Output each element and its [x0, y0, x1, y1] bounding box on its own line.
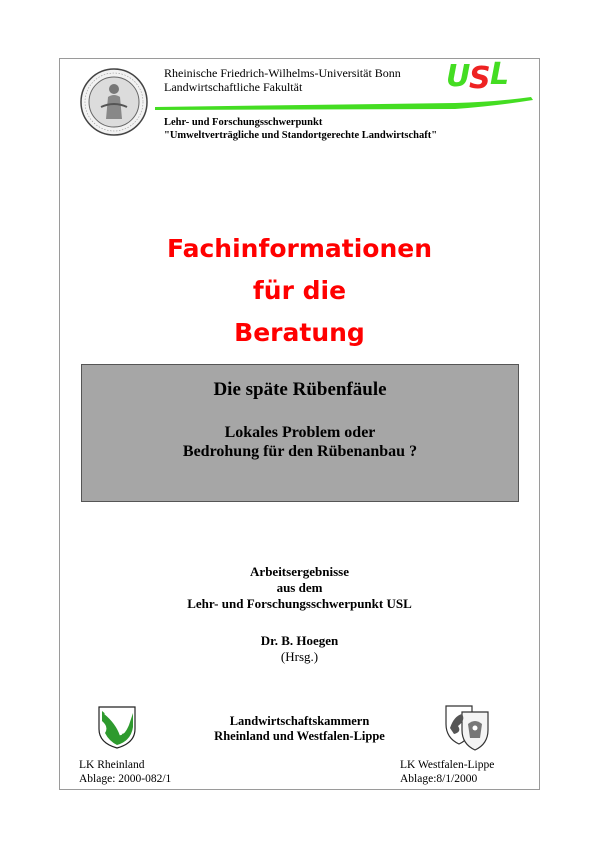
title-line1: Fachinformationen	[166, 234, 432, 263]
topic-heading: Die späte Rübenfäule	[213, 379, 387, 400]
university-name: Rheinische Friedrich-Wilhelms-Universität Bonn	[164, 66, 401, 80]
results-block	[60, 564, 539, 612]
topic-subtitle	[82, 423, 518, 461]
university-header	[164, 66, 401, 94]
topic-box	[81, 364, 519, 502]
results-line1: Arbeitsergebnisse	[250, 564, 349, 579]
university-seal-icon	[79, 67, 149, 137]
footer-right-ref: Ablage:8/1/2000	[400, 773, 478, 785]
title-line2: für die	[252, 276, 347, 305]
westfalen-lippe-crest-icon	[444, 702, 490, 752]
main-title	[60, 228, 539, 354]
research-focus	[164, 116, 437, 142]
svg-text:L: L	[490, 57, 510, 92]
green-swoosh	[155, 97, 533, 113]
results-line2: aus dem	[276, 580, 323, 595]
focus-line1: Lehr- und Forschungsschwerpunkt	[164, 117, 323, 128]
footer-left-ref: Ablage: 2000-082/1	[79, 773, 172, 785]
editor-name: Dr. B. Hoegen	[260, 633, 339, 648]
editor-role: (Hrsg.)	[280, 649, 319, 664]
svg-text:S: S	[469, 61, 491, 96]
topic-sub2: Bedrohung für den Rübenanbau ?	[182, 443, 418, 460]
focus-line2: "Umweltverträgliche und Standortgerechte Landwirtschaft"	[164, 130, 438, 141]
editor-block	[60, 633, 539, 665]
title-line3: Beratung	[234, 318, 365, 347]
footer-left	[79, 758, 171, 786]
faculty-name: Landwirtschaftliche Fakultät	[164, 80, 303, 94]
footer-left-name: LK Rheinland	[79, 759, 145, 771]
chambers-line2: Rheinland und Westfalen-Lippe	[214, 729, 385, 743]
svg-text:U: U	[446, 59, 471, 94]
footer-right	[400, 758, 494, 786]
results-line3: Lehr- und Forschungsschwerpunkt USL	[187, 596, 412, 611]
topic-sub1: Lokales Problem oder	[224, 424, 376, 441]
footer-right-name: LK Westfalen-Lippe	[400, 759, 495, 771]
chambers-line1: Landwirtschaftskammern	[229, 714, 370, 728]
